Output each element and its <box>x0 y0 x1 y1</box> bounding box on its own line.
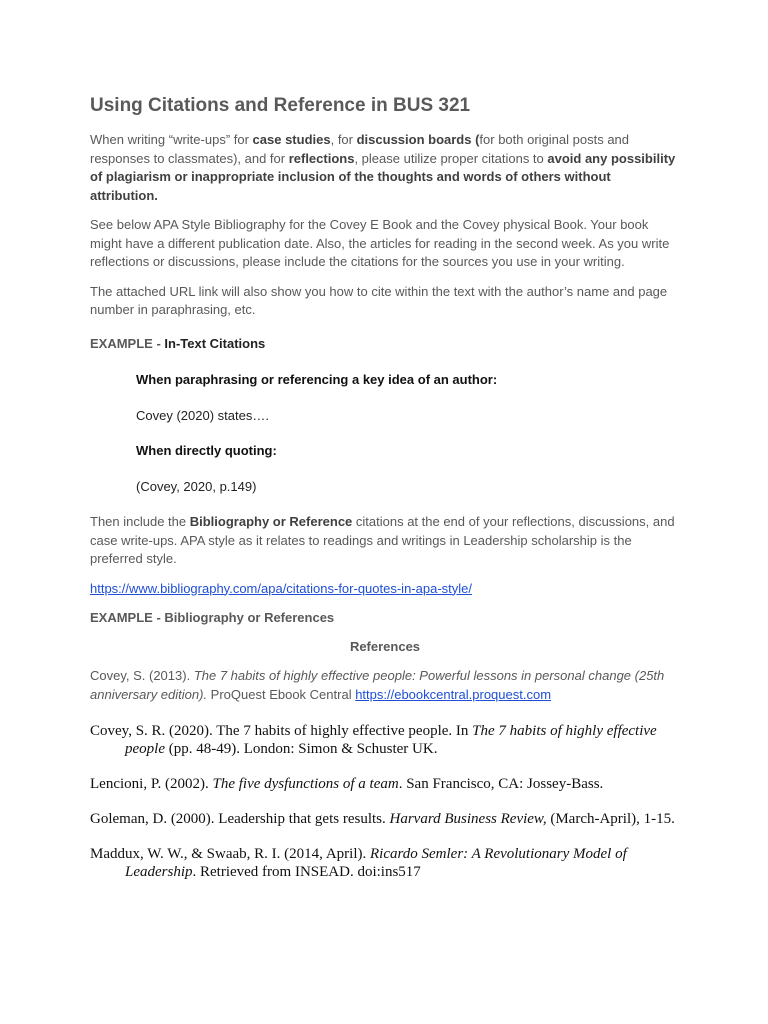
ebook-central-link[interactable]: https://ebookcentral.proquest.com <box>355 686 552 702</box>
intro-text: for both original posts and responses to classmates), and for <box>90 132 630 166</box>
bib-note-bold: Bibliography or Reference <box>189 514 353 529</box>
quote-heading: When directly quoting: <box>136 443 277 458</box>
example-intext-label: In-Text Citations <box>164 335 266 351</box>
ref-text: Goleman, D. (2000). Leadership that gets results. <box>90 811 390 827</box>
bib-note-text: Then include the <box>90 514 190 529</box>
ref-text: Lencioni, P. (2002). <box>90 776 213 792</box>
ref-text: (pp. 48-49). London: Simon & Schuster UK. <box>164 741 438 757</box>
apa-link-paragraph <box>90 580 680 599</box>
ebook-ref-title: The 7 habits of highly effective people: Powerful lessons in personal change (25th anniversary edition). <box>90 668 665 702</box>
bibliography-note-paragraph <box>90 513 680 569</box>
intro-bold-reflections: reflections <box>288 150 355 166</box>
intro-bold-discussion-boards: discussion boards ( <box>356 132 480 147</box>
intext-examples <box>136 371 680 496</box>
paraphrase-heading: When paraphrasing or referencing a key idea of an author: <box>136 372 498 387</box>
example-prefix: EXAMPLE - <box>90 335 165 351</box>
ref-text: Maddux, W. W., & Swaab, R. I. (2014, April). <box>90 846 370 862</box>
example-intext-heading <box>90 335 680 354</box>
ref-title: Harvard Business Review, <box>389 811 547 827</box>
intro-paragraph <box>90 131 680 205</box>
reference-entry <box>90 722 680 758</box>
ref-text: (March-April), 1-15. <box>546 811 675 827</box>
ebook-reference <box>90 667 680 704</box>
quote-example: (Covey, 2020, p.149) <box>136 478 257 494</box>
intro-bold-plagiarism-warning: avoid any possibility of plagiarism or inappropriate inclusion of the thoughts and words of others without attribution. <box>90 150 676 203</box>
reference-entry <box>90 775 680 793</box>
ref-text: Covey, S. R. (2020). The 7 habits of highly effective people. In <box>90 723 473 739</box>
ref-text: . San Francisco, CA: Jossey-Bass. <box>398 776 604 792</box>
ebook-ref-text: Covey, S. (2013). <box>90 668 194 683</box>
intro-bold-case-studies: case studies <box>252 132 331 147</box>
reference-entry <box>90 845 680 881</box>
page-title: Using Citations and Reference in BUS 321 <box>90 95 471 116</box>
ref-title: The 7 habits of highly effective people <box>125 723 657 757</box>
ref-text: . Retrieved from INSEAD. doi:ins517 <box>192 864 421 880</box>
bib-note-text: citations at the end of your reflections, discussions, and case write-ups. APA style as it relates to readings and writings in Leadership scholarship is the preferred style. <box>90 514 675 566</box>
intro-text: When writing “write-ups” for <box>90 132 253 147</box>
paraphrase-example: Covey (2020) states…. <box>136 407 269 423</box>
apa-instructions-paragraph: See below APA Style Bibliography for the Covey E Book and the Covey physical Book. Your book might have a different publication date. Also, the articles for reading in the second week. As you write reflections or discussions, please include the citations for the sources you use in your writing. <box>90 217 670 269</box>
references-heading: References <box>349 638 421 654</box>
reference-entry <box>90 810 680 828</box>
example-bibliography-heading: EXAMPLE - Bibliography or References <box>90 610 335 625</box>
ebook-ref-text: ProQuest Ebook Central <box>207 686 356 702</box>
intro-text: , please utilize proper citations to <box>354 150 548 166</box>
url-note-paragraph: The attached URL link will also show you how to cite within the text with the author’s name and page number in paraphrasing, etc. <box>90 283 668 317</box>
ref-title: The five dysfunctions of a team <box>212 776 399 792</box>
ref-title: Ricardo Semler: A Revolutionary Model of Leadership <box>125 846 627 880</box>
intro-text: , for <box>330 132 357 147</box>
apa-citation-link[interactable]: https://www.bibliography.com/apa/citations-for-quotes-in-apa-style/ <box>90 580 472 596</box>
